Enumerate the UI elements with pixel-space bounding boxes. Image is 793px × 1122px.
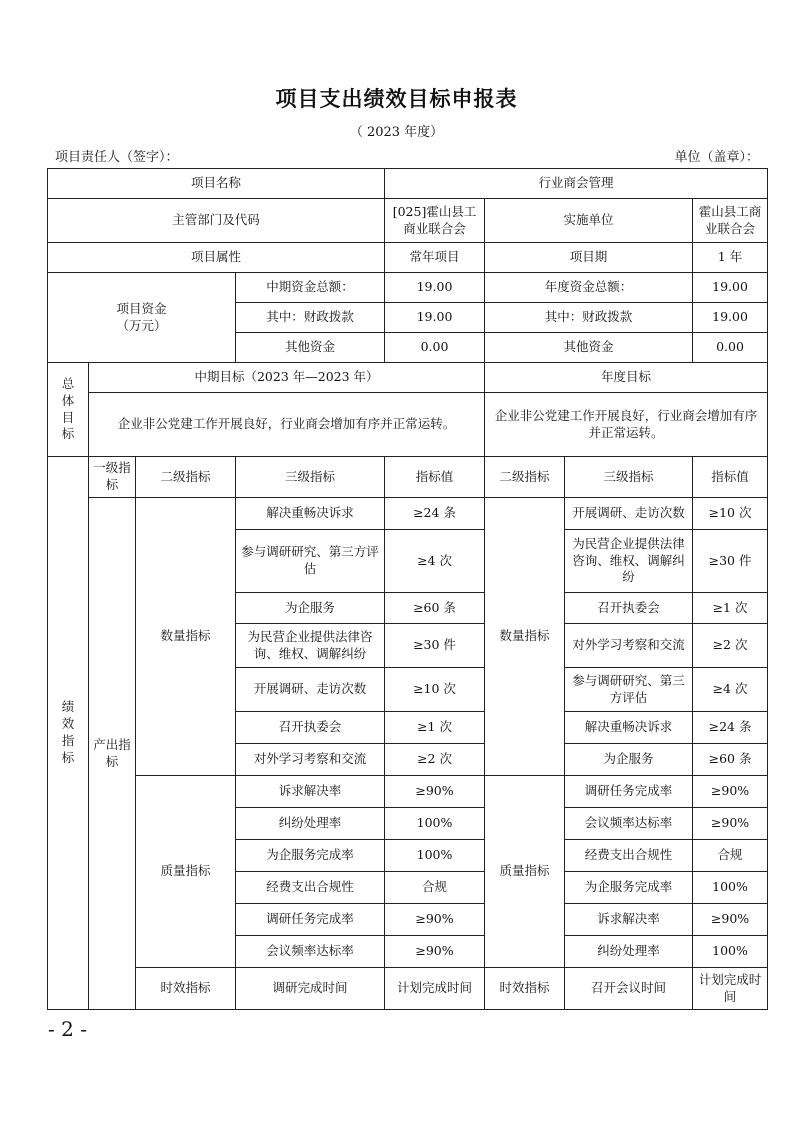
indicator-value: 计划完成时间 (385, 968, 485, 1010)
project-period-value: 1 年 (693, 243, 768, 273)
project-name-label: 项目名称 (48, 169, 385, 199)
indicator-name: 召开执委会 (565, 593, 693, 624)
mid-fiscal-value: 19.00 (385, 303, 485, 333)
indicator-value: ≥90% (693, 808, 768, 840)
project-attr-value: 常年项目 (385, 243, 485, 273)
dept-value: [025]霍山县工商业联合会 (385, 199, 485, 243)
indicator-name: 开展调研、走访次数 (565, 498, 693, 530)
indicator-value: ≥2 次 (385, 744, 485, 776)
indicator-name: 纠纷处理率 (565, 936, 693, 968)
indicator-value: 计划完成时间 (693, 968, 768, 1010)
time-indicator-year: 时效指标 (485, 968, 565, 1010)
indicator-value: ≥1 次 (385, 712, 485, 744)
indicator-name: 召开执委会 (236, 712, 385, 744)
indicator-name: 解决重畅决诉求 (236, 498, 385, 530)
annual-goal-text: 企业非公党建工作开展良好，行业商会增加有序并正常运转。 (485, 393, 768, 457)
time-indicator-mid: 时效指标 (136, 968, 236, 1010)
quality-indicator-mid: 质量指标 (136, 776, 236, 968)
indicator-value: 100% (385, 808, 485, 840)
year-fiscal-value: 19.00 (693, 303, 768, 333)
table-row (48, 776, 768, 808)
page-number: - 2 - (48, 1017, 87, 1041)
indicator-value: ≥60 条 (693, 744, 768, 776)
indicator-name: 诉求解决率 (236, 776, 385, 808)
indicator-value: ≥24 条 (385, 498, 485, 530)
value-header-mid: 指标值 (385, 457, 485, 498)
performance-table (47, 168, 768, 1010)
indicator-value: ≥4 次 (385, 530, 485, 593)
output-indicator-label: 产出指标 (89, 498, 136, 1010)
table-row (48, 968, 768, 1010)
indicator-value: ≥1 次 (693, 593, 768, 624)
perf-label-char: 绩 (61, 699, 75, 715)
seal-label: 单位（盖章）： (674, 150, 759, 165)
indicator-value: ≥24 条 (693, 712, 768, 744)
year-total-value: 19.00 (693, 273, 768, 303)
indicator-name: 经费支出合规性 (565, 840, 693, 872)
performance-indicator-label (48, 457, 89, 1010)
indicator-value: ≥2 次 (693, 624, 768, 668)
overall-label-char: 目 (61, 409, 75, 425)
funds-label-line2: （万元） (116, 317, 167, 333)
indicator-name: 调研完成时间 (236, 968, 385, 1010)
project-period-label: 项目期 (485, 243, 693, 273)
level1-header: 一级指标 (89, 457, 136, 498)
quantity-indicator-mid: 数量指标 (136, 498, 236, 776)
year-other-label: 其他资金 (485, 333, 693, 363)
indicator-name: 诉求解决率 (565, 904, 693, 936)
indicator-name: 调研任务完成率 (565, 776, 693, 808)
year-line: （ 2023 年度） (349, 125, 444, 140)
mid-term-goal-text: 企业非公党建工作开展良好，行业商会增加有序并正常运转。 (89, 393, 485, 457)
project-name-value: 行业商会管理 (385, 169, 768, 199)
indicator-name: 为企服务完成率 (236, 840, 385, 872)
indicator-value: ≥90% (385, 936, 485, 968)
perf-label-char: 效 (61, 716, 75, 732)
indicator-value: 合规 (385, 872, 485, 904)
level3-header-year: 三级指标 (565, 457, 693, 498)
form-title: 项目支出绩效目标申报表 (275, 86, 518, 111)
overall-label-char: 体 (61, 392, 75, 408)
perf-label-char: 标 (61, 749, 75, 765)
impl-unit-label: 实施单位 (485, 199, 693, 243)
indicator-name: 参与调研研究、第三方评估 (236, 530, 385, 593)
indicator-value: 100% (693, 936, 768, 968)
indicator-name: 为企服务 (565, 744, 693, 776)
indicator-value: ≥90% (693, 904, 768, 936)
indicator-value: ≥90% (385, 776, 485, 808)
indicator-value: ≥30 件 (693, 530, 768, 593)
mid-fiscal-label: 其中：财政拨款 (236, 303, 385, 333)
year-fiscal-label: 其中：财政拨款 (485, 303, 693, 333)
indicator-value: ≥90% (693, 776, 768, 808)
mid-other-value: 0.00 (385, 333, 485, 363)
mid-total-label: 中期资金总额： (236, 273, 385, 303)
indicator-value: ≥60 条 (385, 593, 485, 624)
funds-label-line1: 项目资金 (116, 300, 167, 316)
overall-label-char: 标 (61, 426, 75, 442)
project-attr-label: 项目属性 (48, 243, 385, 273)
indicator-name: 开展调研、走访次数 (236, 668, 385, 712)
dept-label: 主管部门及代码 (48, 199, 385, 243)
annual-goal-header: 年度目标 (485, 363, 768, 393)
mid-other-label: 其他资金 (236, 333, 385, 363)
indicator-name: 对外学习考察和交流 (236, 744, 385, 776)
indicator-value: ≥30 件 (385, 624, 485, 668)
indicator-name: 参与调研研究、第三方评估 (565, 668, 693, 712)
indicator-value: ≥4 次 (693, 668, 768, 712)
mid-term-goal-header: 中期目标（2023 年—2023 年） (89, 363, 485, 393)
year-other-value: 0.00 (693, 333, 768, 363)
indicator-name: 解决重畅决诉求 (565, 712, 693, 744)
perf-label-char: 指 (61, 733, 75, 748)
indicator-value: ≥10 次 (693, 498, 768, 530)
indicator-name: 为民营企业提供法律咨询、维权、调解纠纷 (236, 624, 385, 668)
indicator-value: 100% (693, 872, 768, 904)
indicator-name: 为民营企业提供法律咨询、维权、调解纠纷 (565, 530, 693, 593)
overall-label-char: 总 (61, 375, 75, 391)
indicator-name: 纠纷处理率 (236, 808, 385, 840)
indicator-name: 召开会议时间 (565, 968, 693, 1010)
overall-goal-label (48, 363, 89, 457)
signature-label: 项目责任人（签字）： (55, 150, 179, 165)
indicator-name: 对外学习考察和交流 (565, 624, 693, 668)
value-header-year: 指标值 (693, 457, 768, 498)
indicator-name: 为企服务完成率 (565, 872, 693, 904)
level2-header-year: 二级指标 (485, 457, 565, 498)
indicator-name: 经费支出合规性 (236, 872, 385, 904)
quantity-indicator-year: 数量指标 (485, 498, 565, 776)
indicator-name: 会议频率达标率 (236, 936, 385, 968)
indicator-value: 100% (385, 840, 485, 872)
quality-indicator-year: 质量指标 (485, 776, 565, 968)
indicator-name: 调研任务完成率 (236, 904, 385, 936)
level2-header-mid: 二级指标 (136, 457, 236, 498)
indicator-value: 合规 (693, 840, 768, 872)
indicator-name: 为企服务 (236, 593, 385, 624)
table-row (48, 498, 768, 530)
indicator-value: ≥90% (385, 904, 485, 936)
year-total-label: 年度资金总额： (485, 273, 693, 303)
funds-label (48, 273, 236, 363)
indicator-name: 会议频率达标率 (565, 808, 693, 840)
indicator-value: ≥10 次 (385, 668, 485, 712)
level3-header-mid: 三级指标 (236, 457, 385, 498)
mid-total-value: 19.00 (385, 273, 485, 303)
impl-unit-value: 霍山县工商业联合会 (693, 199, 768, 243)
